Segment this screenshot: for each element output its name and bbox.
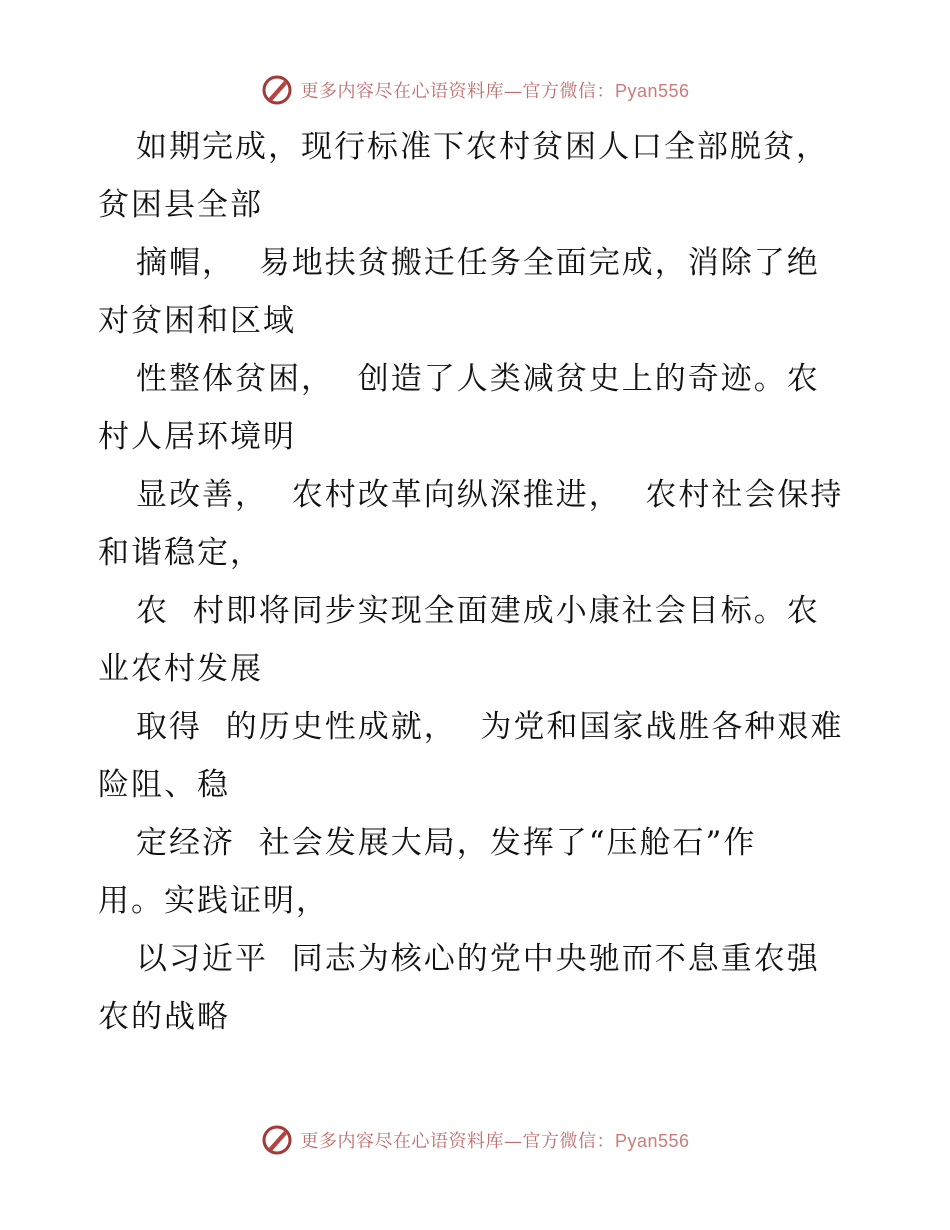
footer-watermark-id: Pyan556 [614,1131,690,1151]
footer-watermark [0,1122,950,1158]
text-line: 贫困县全部 [98,187,263,223]
footer-watermark-text: 更多内容尽在心语资料库—官方微信： [300,1131,615,1152]
text-line: 以习近平 同志为核心的党中央驰而不息重农强 [136,941,820,977]
header-watermark-text: 更多内容尽在心语资料库—官方微信： [300,81,615,102]
text-line: 和谐稳定， [98,535,263,571]
quill-logo-icon [260,73,294,107]
text-line: 显改善， 农村改革向纵深推进， 农村社会保持 [136,477,844,513]
text-line: 村人居环境明 [98,419,296,455]
document-body [98,118,858,1046]
text-line: 用。实践证明， [98,883,329,919]
text-line: 险阻、稳 [98,767,230,803]
text-line: 摘帽， 易地扶贫搬迁任务全面完成，消除了绝 [136,245,820,281]
quill-logo-icon [260,1123,294,1157]
text-line: 取得 的历史性成就， 为党和国家战胜各种艰难 [136,709,844,745]
text-line: 定经济 社会发展大局，发挥了“压舱石”作 [136,825,757,861]
text-line: 如期完成，现行标准下农村贫困人口全部脱贫， [136,129,829,165]
text-line: 农 村即将同步实现全面建成小康社会目标。农 [136,593,820,629]
text-line: 业农村发展 [98,651,263,687]
text-line: 性整体贫困， 创造了人类减贫史上的奇迹。农 [136,361,820,397]
text-line: 农的战略 [98,999,230,1035]
header-watermark [0,72,950,108]
header-watermark-id: Pyan556 [614,81,690,101]
text-line: 对贫困和区域 [98,303,296,339]
